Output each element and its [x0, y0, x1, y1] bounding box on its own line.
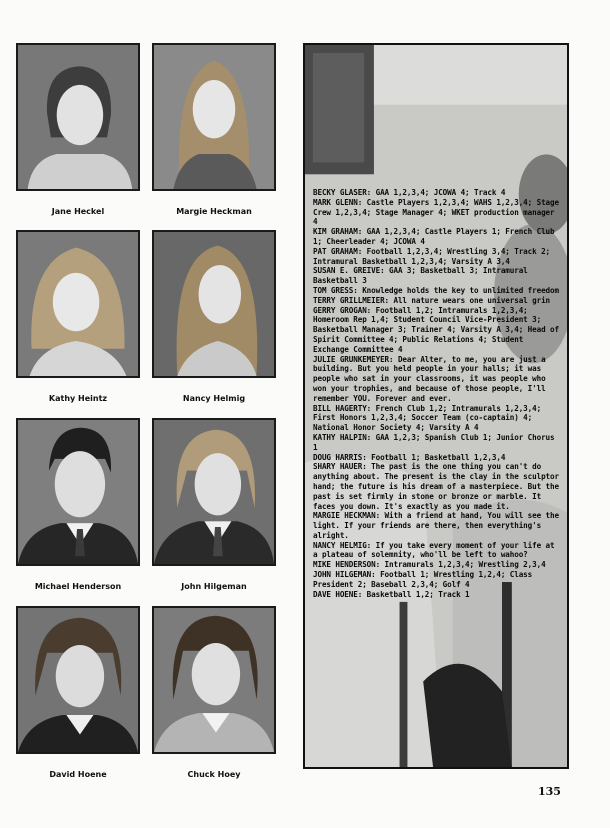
- portrait-name: Margie Heckman: [176, 207, 252, 216]
- portrait-name: Jane Heckel: [51, 207, 105, 216]
- bio-entry: TERRY GRILLMEIER: All nature wears one universal grin: [313, 295, 551, 305]
- bio-entry: KIM GRAHAM: GAA 1,2,3,4; Castle Players 1; French Club 1; Cheerleader 4; JCOWA 4: [313, 227, 555, 246]
- portrait-photo: [152, 43, 276, 191]
- portrait-photo: [16, 43, 140, 191]
- bio-entry: KATHY HALPIN: GAA 1,2,3; Spanish Club 1; Junior Chorus 1: [313, 432, 555, 452]
- portrait-name: Nancy Helmig: [182, 394, 246, 403]
- bio-list: [313, 188, 563, 599]
- portrait-name: Kathy Heintz: [48, 394, 108, 403]
- portrait-photo: [152, 606, 276, 754]
- bio-entry: JOHN HILGEMAN: Football 1; Wrestling 1,2,4; Class President 2; Baseball 2,3,4; Golf 4: [313, 570, 533, 589]
- bio-entry: DAVE HOENE: Basketball 1,2; Track 1: [313, 589, 470, 599]
- page-number: 135: [538, 785, 561, 798]
- bio-entry: SHARY HAUER: The past is the one thing you can't do anything about. The present is the clay in the sculptor hand; the future is his dream of a masterpiece. But the past is set firmly in stone or bronze or marble. It faces you down. It's exactly as you made it.: [313, 462, 559, 511]
- portrait-photo: [16, 418, 140, 566]
- bio-entry: BECKY GLASER: GAA 1,2,3,4; JCOWA 4; Track 4: [313, 188, 506, 197]
- portrait-photo: [152, 418, 276, 566]
- bio-entry: SUSAN E. GREIVE: GAA 3; Basketball 3; Intramural Basketball 3: [313, 266, 528, 286]
- portrait-photo: [16, 230, 140, 378]
- portrait-photo: [16, 606, 140, 754]
- bio-panel: [303, 43, 569, 769]
- portrait-name: John Hilgeman: [181, 582, 247, 591]
- bio-entry: MIKE HENDERSON: Intramurals 1,2,3,4; Wrestling 2,3,4: [313, 560, 546, 570]
- bio-entry: BILL HAGERTY: French Club 1,2; Intramurals 1,2,3,4; First Honors 1,2,3,4; Soccer Team (co-captain) 4; National Honor Society 4; Varsity A 4: [313, 403, 542, 433]
- bio-entry: MARK GLENN: Castle Players 1,2,3,4; WAHS 1,2,3,4; Stage Crew 1,2,3,4; Stage Manager 4; WKET production manager 4: [313, 197, 559, 227]
- portrait-name: Chuck Hoey: [187, 770, 241, 779]
- bio-entry: PAT GRAHAM: Football 1,2,3,4; Wrestling 3,4; Track 2; Intramural Basketball 1,2,3,4; Varsity A 3,4: [313, 246, 551, 266]
- bio-entry: TOM GRESS: Knowledge holds the key to unlimited freedom: [313, 285, 559, 295]
- bio-entry: NANCY HELMIG: If you take every moment of your life at a plateau of solemnity, who'll be left to wahoo?: [313, 540, 555, 560]
- bio-entry: DOUG HARRIS: Football 1; Basketball 1,2,3,4: [313, 452, 506, 462]
- portrait-photo: [152, 230, 276, 378]
- bio-entry: MARGIE HECKMAN: With a friend at hand, You will see the light. If your friends are there, then everything's alright.: [313, 511, 559, 540]
- bio-entry: GERRY GROGAN: Football 1,2; Intramurals 1,2,3,4; Homeroom Rep 1,4; Student Council Vice-President 3; Basketball Manager 3; Trainer 4; Varsity A 3,4; Head of Spirit Committee 4; Public Relations 4; Student Exchange Committee 4: [313, 305, 559, 354]
- portrait-name: Michael Henderson: [34, 582, 122, 591]
- bio-entry: JULIE GRUNKEMEYER: Dear Alter, to me, you are just a building. But you held people in your halls; it was people who sat in your classrooms, it was people who won your trophies, and because of those people, I'll remember YOU. Forever and ever.: [313, 354, 546, 403]
- portrait-name: David Hoene: [49, 770, 107, 779]
